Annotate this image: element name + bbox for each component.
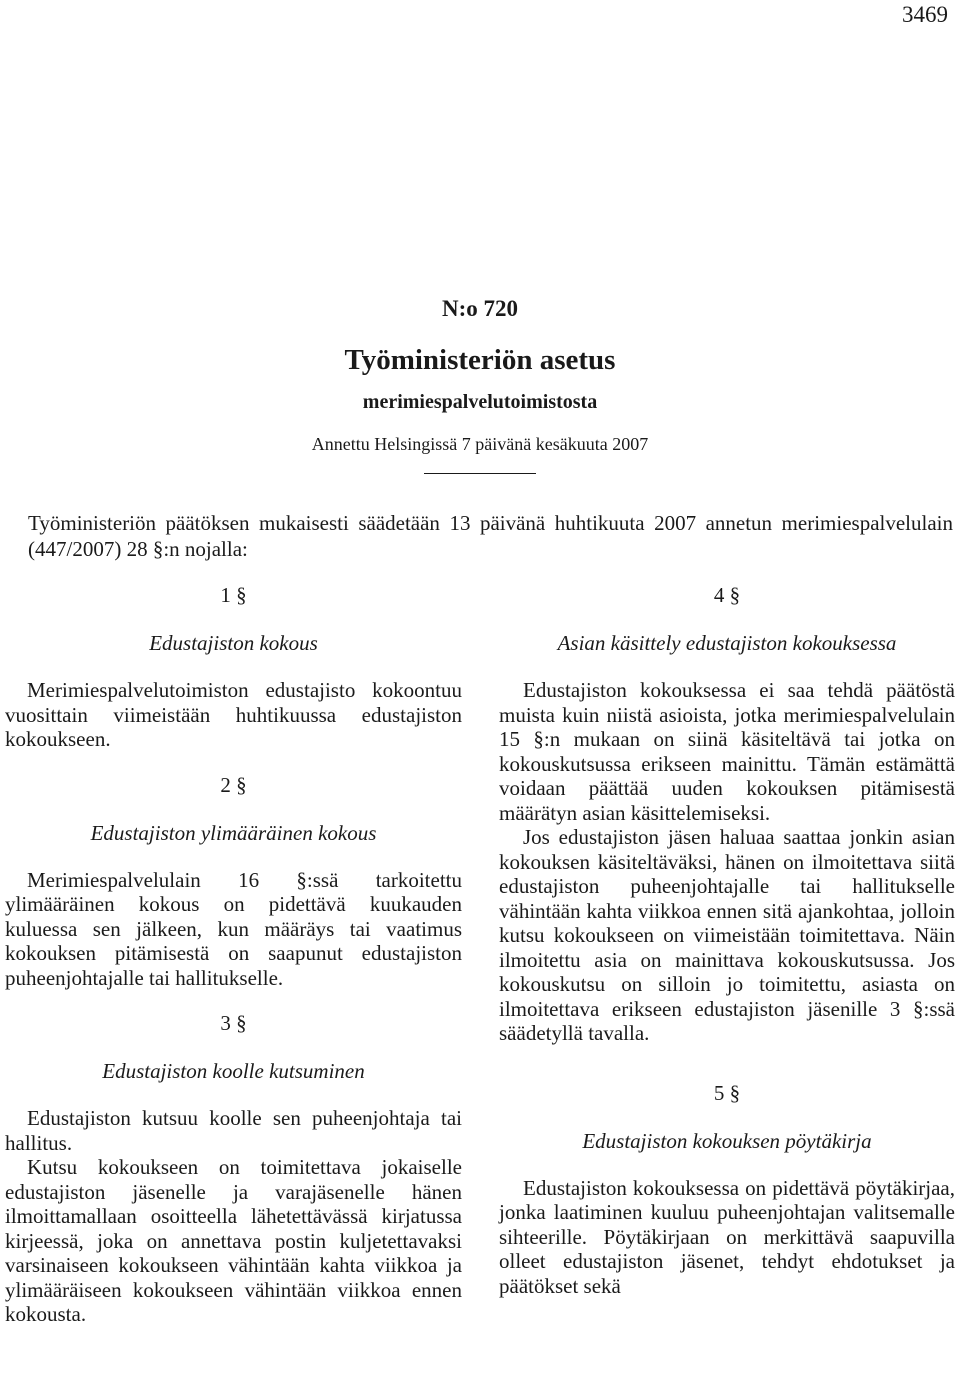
document-title: Työministeriön asetus [344,344,616,376]
section-number: 5 § [713,1080,741,1105]
section-number: 3 § [220,1011,247,1035]
section-heading: Edustajiston kokouksen pöytäkirja [582,1128,872,1153]
section-number: 2 § [220,772,247,797]
header-divider [424,473,536,474]
section-4 [499,582,955,1046]
section-number: 4 § [713,583,741,607]
section-paragraph: Edustajiston kokouksessa ei saa tehdä päätöstä muista kuin niistä asioista, jotka merimiespalvelulain 15 §:n mukaan on siinä käsiteltävä tai jotka on kokouskutsussa erikseen mainittu. Tämän estämättä voidaan päättää uuden kokouksen pitämisestä määrätyn asian käsittelemiseksi. [499,678,955,825]
section-paragraph: Edustajiston kokouksessa on pidettävä pöytäkirjaa, jonka laatiminen kuuluu puheenjohtajan valitsemalle sihteerille. Pöytäkirjaan on merkittävä saapuvilla olleet edustajiston jäsenet, tehdyt ehdotukset ja päätökset sekä [499,1175,955,1298]
section-paragraph: Edustajiston kutsuu koolle sen puheenjohtaja tai hallitus. [5,1106,462,1155]
document-number: N:o 720 [441,296,519,321]
section-2 [5,772,462,991]
right-column [499,582,955,1298]
section-1 [5,582,462,752]
section-heading: Edustajiston kokous [149,631,318,655]
section-paragraph: Kutsu kokoukseen on toimitettava jokaiselle edustajiston jäsenelle ja varajäsenelle hänen ilmoittamallaan osoitteella lähetettävässä kirjatussa kirjeessä, joka on annettava postin kuljetettavaksi varsinaiseen kokoukseen vähintään kahta viikkoa ja ylimääräiseen kokoukseen vähintään viikkoa ennen kokousta. [5,1155,462,1326]
section-paragraph: Merimiespalvelutoimiston edustajisto kokoontuu vuosittain viimeistään huhtikuussa edustajiston kokoukseen. [5,678,462,751]
page-number: 3469 [902,2,948,27]
section-3 [5,1010,462,1327]
preamble: Työministeriön päätöksen mukaisesti säädetään 13 päivänä huhtikuuta 2007 annetun merimiespalvelulain (447/2007) 28 §:n nojalla: [28,511,953,561]
issued-line: Annettu Helsingissä 7 päivänä kesäkuuta 2007 [311,434,649,454]
section-heading: Edustajiston ylimääräinen kokous [90,820,377,845]
left-column [5,582,462,1327]
document-subtitle: merimiespalvelutoimistosta [362,391,598,413]
section-5 [499,1080,955,1299]
section-paragraph: Jos edustajiston jäsen haluaa saattaa jonkin asian kokouksen käsiteltäväksi, hänen on ilmoitettava siitä edustajiston puheenjohtajalle tai hallitukselle vähintään kahta viikkoa ennen sitä ajankohtaa, jolloin kutsu kokoukseen on viimeistään toimitettava. Näin ilmoitettu asia on mainittava kokouskutsussa. Jos kokouskutsu on silloin jo toimitettu, asiasta on ilmoitettava erikseen edustajiston jäsenille 3 §:ssä säädetyllä tavalla. [499,825,955,1045]
section-number: 1 § [220,583,247,607]
document-header [0,296,960,474]
section-paragraph: Merimiespalvelulain 16 §:ssä tarkoitettu ylimääräinen kokous on pidettävä kuukauden kuluessa sen jälkeen, kun määräys tai vaatimus kokouksen pitämisestä on saapunut edustajiston puheenjohtajalle tai hallitukselle. [5,867,462,990]
section-heading: Edustajiston koolle kutsuminen [102,1059,365,1083]
section-heading: Asian käsittely edustajiston kokouksessa [557,631,897,655]
